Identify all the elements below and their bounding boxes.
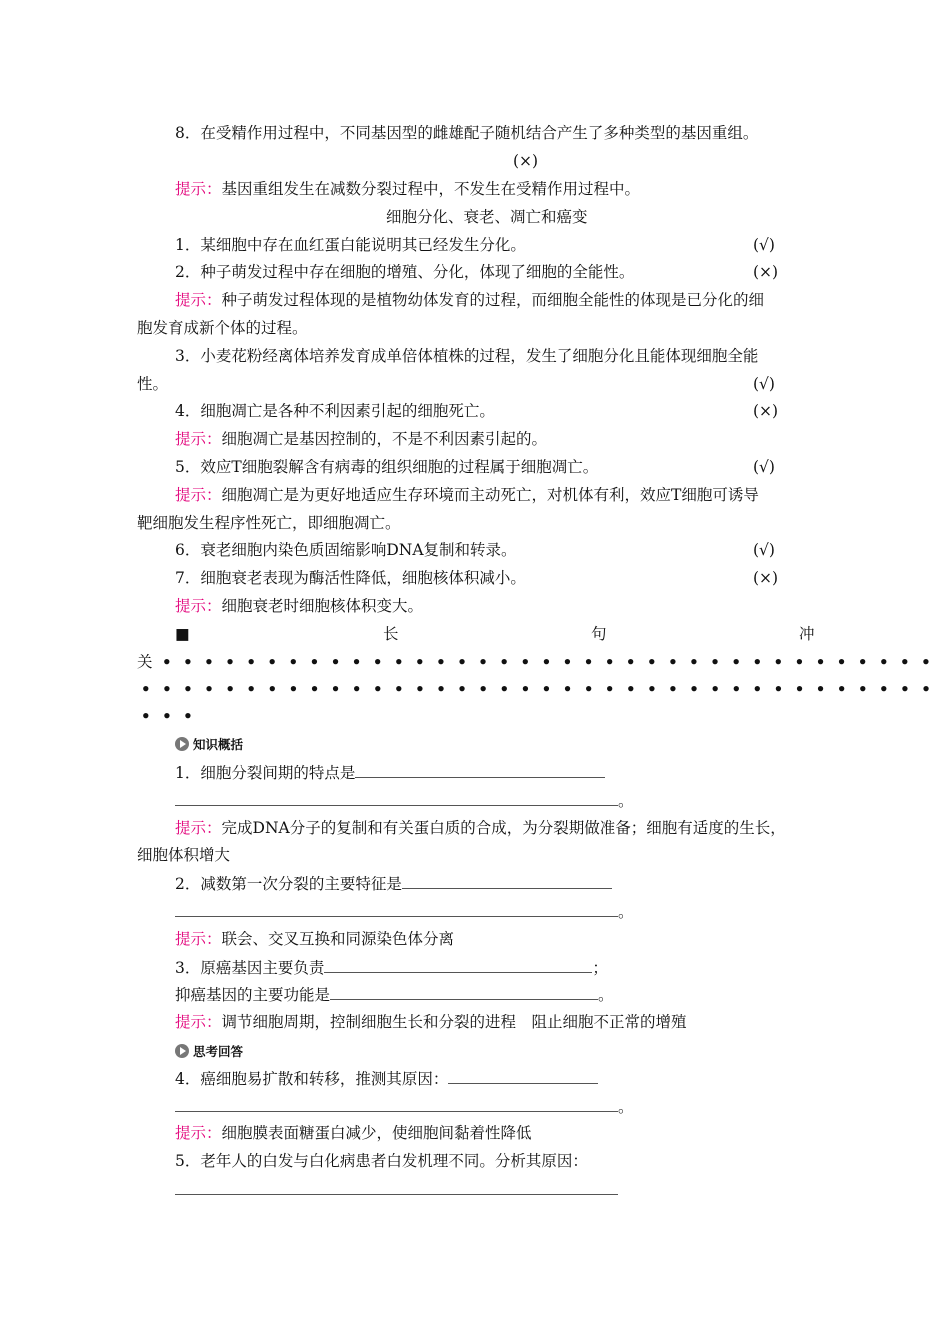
question-3-text: 3．原癌基因主要负责 (175, 959, 325, 977)
statement-8-mark: (×) (513, 152, 539, 170)
statement-5: 5．效应T细胞裂解含有病毒的组织细胞的过程属于细胞凋亡。 (175, 458, 599, 476)
question-1-hint-cont: 细胞体积增大 (137, 846, 231, 864)
question-4 (175, 1068, 598, 1089)
question-1-line-2 (175, 790, 634, 811)
answer-blank[interactable] (175, 1179, 618, 1195)
answer-blank[interactable] (355, 762, 605, 778)
statement-4-hint (175, 429, 547, 449)
hint-label: 提示： (175, 486, 222, 504)
think-badge-label: 思考回答 (193, 1043, 244, 1059)
statement-5-hint-cont: 靶细胞发生程序性死亡，即细胞凋亡。 (137, 514, 401, 532)
statement-3-mark: (√) (753, 375, 775, 393)
statement-4: 4．细胞凋亡是各种不利因素引起的细胞死亡。 (175, 402, 495, 420)
hint-text: 细胞凋亡是为更好地适应生存环境而主动死亡，对机体有利，效应T细胞可诱导 (221, 486, 759, 504)
question-4-hint (175, 1123, 532, 1143)
answer-blank[interactable] (175, 1096, 618, 1112)
question-1-hint (175, 818, 786, 838)
hint-label: 提示： (175, 291, 222, 309)
answer-blank[interactable] (175, 901, 618, 917)
semicolon: ； (592, 959, 608, 977)
heading-dots-1: ••••••••••••••••••••••••••••••••••••• (162, 653, 943, 671)
question-4-line-2 (175, 1096, 634, 1117)
hint-text: 调节细胞周期，控制细胞生长和分裂的进程 阻止细胞不正常的增殖 (221, 1013, 687, 1031)
question-1 (175, 762, 605, 783)
section-title: 细胞分化、衰老、凋亡和癌变 (386, 208, 588, 226)
answer-blank[interactable] (175, 790, 618, 806)
question-4-text: 4．癌细胞易扩散和转移，推测其原因： (175, 1070, 449, 1088)
statement-8: 8．在受精作用过程中，不同基因型的雌雄配子随机结合产生了多种类型的基因重组。 (175, 124, 759, 142)
answer-blank[interactable] (448, 1068, 598, 1084)
statement-1: 1．某细胞中存在血红蛋白能说明其已经发生分化。 (175, 236, 526, 254)
hint-label: 提示： (175, 1013, 222, 1031)
hint-text: 细胞凋亡是基因控制的，不是不利因素引起的。 (221, 430, 548, 448)
statement-2-hint-cont: 胞发育成新个体的过程。 (137, 319, 308, 337)
statement-5-mark: (√) (753, 458, 775, 476)
question-3-line-2 (175, 984, 614, 1005)
heading-square: ■ (175, 625, 190, 643)
statement-6: 6．衰老细胞内染色质固缩影响DNA复制和转录。 (175, 541, 517, 559)
question-2 (175, 873, 612, 894)
question-1-text: 1．细胞分裂间期的特点是 (175, 764, 356, 782)
statement-7-hint (175, 596, 423, 616)
period: 。 (618, 1098, 634, 1116)
heading-char-3: 冲 (799, 625, 815, 643)
answer-blank[interactable] (402, 873, 612, 889)
period: 。 (598, 986, 614, 1004)
hint-text: 细胞膜表面糖蛋白减少，使细胞间黏着性降低 (221, 1124, 532, 1142)
heading-char-2: 句 (591, 625, 607, 643)
answer-blank[interactable] (324, 957, 592, 973)
knowledge-badge-label: 知识概括 (193, 736, 244, 752)
question-3-hint (175, 1012, 687, 1032)
hint-text: 种子萌发过程体现的是植物幼体发育的过程，而细胞全能性的体现是已分化的细 (221, 291, 765, 309)
statement-8-hint (175, 179, 640, 199)
hint-text: 细胞衰老时细胞核体积变大。 (221, 597, 424, 615)
hint-text: 完成DNA分子的复制和有关蛋白质的合成，为分裂期做准备；细胞有适度的生长， (221, 819, 786, 837)
heading-dots-3: ••• (141, 707, 205, 725)
statement-4-mark: (×) (753, 402, 779, 420)
question-5: 5．老年人的白发与白化病患者白发机理不同。分析其原因： (175, 1152, 588, 1170)
statement-2-hint (175, 290, 764, 310)
statement-5-hint (175, 485, 759, 505)
question-2-text: 2．减数第一次分裂的主要特征是 (175, 875, 402, 893)
period: 。 (618, 792, 634, 810)
statement-2-mark: (×) (753, 263, 779, 281)
heading-char-1: 长 (383, 625, 399, 643)
hint-label: 提示： (175, 1124, 222, 1142)
play-circle-icon (175, 1044, 189, 1058)
question-3 (175, 957, 608, 978)
answer-blank[interactable] (330, 984, 598, 1000)
statement-2: 2．种子萌发过程中存在细胞的增殖、分化，体现了细胞的全能性。 (175, 263, 635, 281)
statement-6-mark: (√) (753, 541, 775, 559)
hint-label: 提示： (175, 819, 222, 837)
hint-text: 基因重组发生在减数分裂过程中，不发生在受精作用过程中。 (221, 180, 641, 198)
think-badge (175, 1042, 243, 1059)
heading-dots-2: •••••••••••••••••••••••••••••••••••••• (141, 680, 943, 698)
hint-text: 联会、交叉互换和同源染色体分离 (221, 930, 455, 948)
period: 。 (618, 903, 634, 921)
question-3b-text: 抑癌基因的主要功能是 (175, 986, 331, 1004)
heading-char-4: 关 (137, 653, 153, 671)
statement-7-mark: (×) (753, 569, 779, 587)
hint-label: 提示： (175, 430, 222, 448)
question-5-line-2 (175, 1179, 618, 1200)
question-2-hint (175, 929, 454, 949)
hint-label: 提示： (175, 930, 222, 948)
question-2-line-2 (175, 901, 634, 922)
play-circle-icon (175, 737, 189, 751)
statement-3-cont: 性。 (137, 375, 169, 393)
statement-3: 3．小麦花粉经离体培养发育成单倍体植株的过程，发生了细胞分化且能体现细胞全能 (175, 347, 759, 365)
hint-label: 提示： (175, 597, 222, 615)
hint-label: 提示： (175, 180, 222, 198)
statement-1-mark: (√) (753, 236, 775, 254)
knowledge-badge (175, 735, 243, 752)
statement-7: 7．细胞衰老表现为酶活性降低，细胞核体积减小。 (175, 569, 526, 587)
